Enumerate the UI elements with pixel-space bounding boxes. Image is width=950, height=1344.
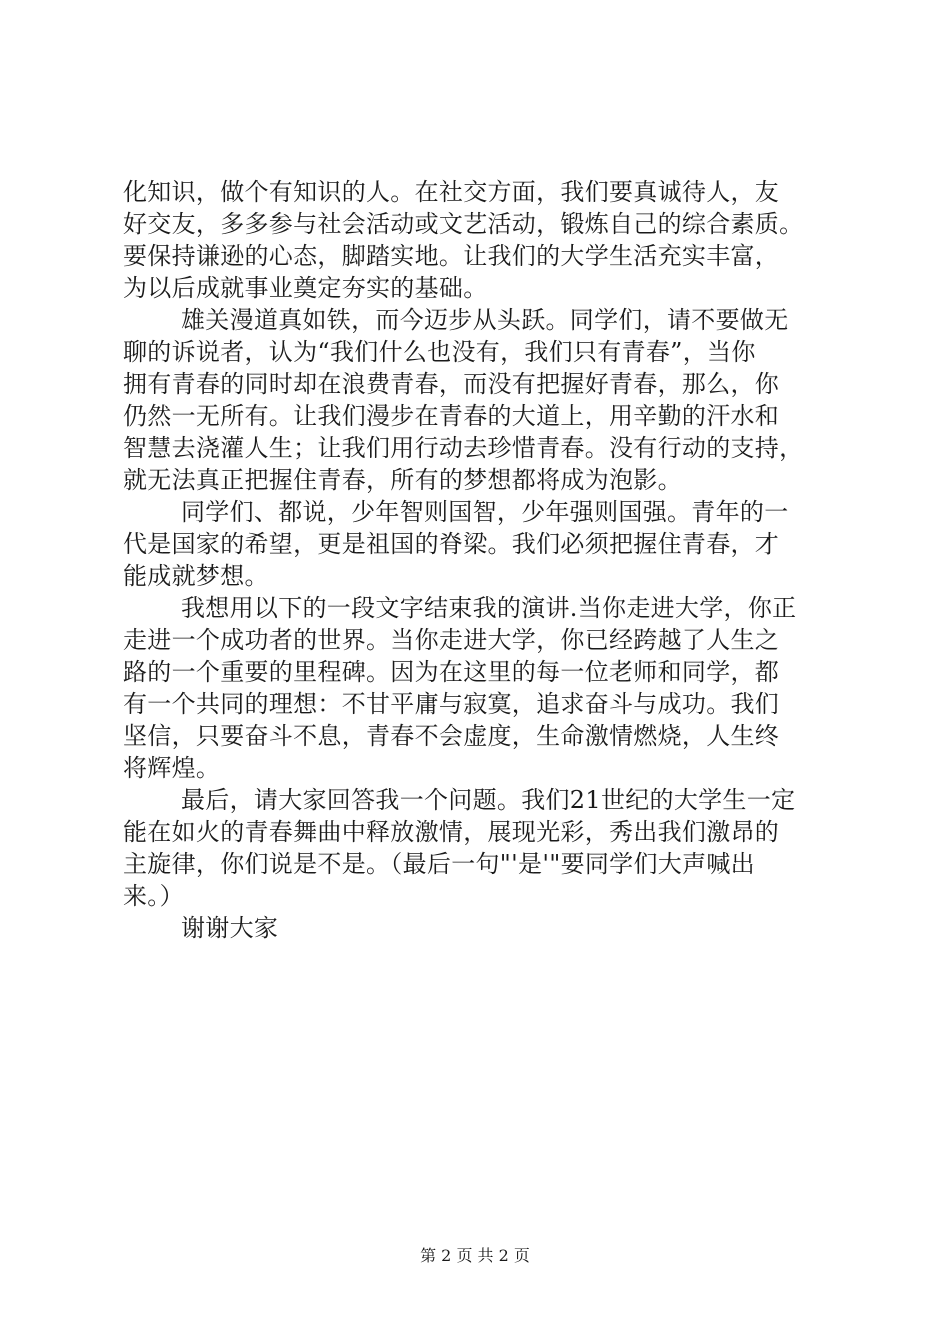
paragraph-first-line: 雄关漫道真如铁，而今迈步从头跃。同学们，请不要做无 xyxy=(181,306,789,334)
text-line: 化知识，做个有知识的人。在社交方面，我们要真诚待人，友 xyxy=(123,178,780,206)
text-line: 坚信，只要奋斗不息，青春不会虚度，生命激情燃烧，人生终 xyxy=(123,722,780,750)
text-line: 走进一个成功者的世界。当你走进大学，你已经跨越了人生之 xyxy=(123,626,780,654)
text-line: 主旋律，你们说是不是。（最后一句"'是'"要同学们大声喊出 xyxy=(123,850,755,878)
text-line: 能在如火的青春舞曲中释放激情，展现光彩，秀出我们激昂的 xyxy=(123,818,780,846)
text-line: 拥有青春的同时却在浪费青春，而没有把握好青春，那么，你 xyxy=(123,370,780,398)
text-line: 为以后成就事业奠定夯实的基础。 xyxy=(123,274,488,302)
paragraph-first-line: 我想用以下的一段文字结束我的演讲.当你走进大学，你正 xyxy=(181,594,797,622)
text-line: 要保持谦逊的心态，脚踏实地。让我们的大学生活充实丰富， xyxy=(123,242,780,270)
page-number-footer: 第 2 页 共 2 页 xyxy=(420,1246,530,1265)
text-line: 能成就梦想。 xyxy=(123,562,269,590)
text-line: 将辉煌。 xyxy=(123,754,221,782)
paragraph-first-line: 同学们、都说，少年智则国智，少年强则国强。青年的一 xyxy=(181,498,789,526)
closing-line: 谢谢大家 xyxy=(181,914,279,942)
text-line: 就无法真正把握住青春，所有的梦想都将成为泡影。 xyxy=(123,466,682,494)
text-line: 智慧去浇灌人生；让我们用行动去珍惜青春。没有行动的支持， xyxy=(123,434,804,462)
paragraph-first-line: 最后，请大家回答我一个问题。我们21世纪的大学生一定 xyxy=(181,786,796,814)
text-line: 好交友，多多参与社会活动或文艺活动，锻炼自己的综合素质。 xyxy=(123,210,804,238)
speech-body xyxy=(123,176,843,944)
text-line: 代是国家的希望，更是祖国的脊梁。我们必须把握住青春，才 xyxy=(123,530,780,558)
text-line: 有一个共同的理想：不甘平庸与寂寞，追求奋斗与成功。我们 xyxy=(123,690,780,718)
text-line: 仍然一无所有。让我们漫步在青春的大道上，用辛勤的汗水和 xyxy=(123,402,780,430)
text-line: 聊的诉说者，认为“我们什么也没有，我们只有青春”，当你 xyxy=(123,338,756,366)
text-line: 来。） xyxy=(123,882,184,910)
text-line: 路的一个重要的里程碑。因为在这里的每一位老师和同学，都 xyxy=(123,658,780,686)
